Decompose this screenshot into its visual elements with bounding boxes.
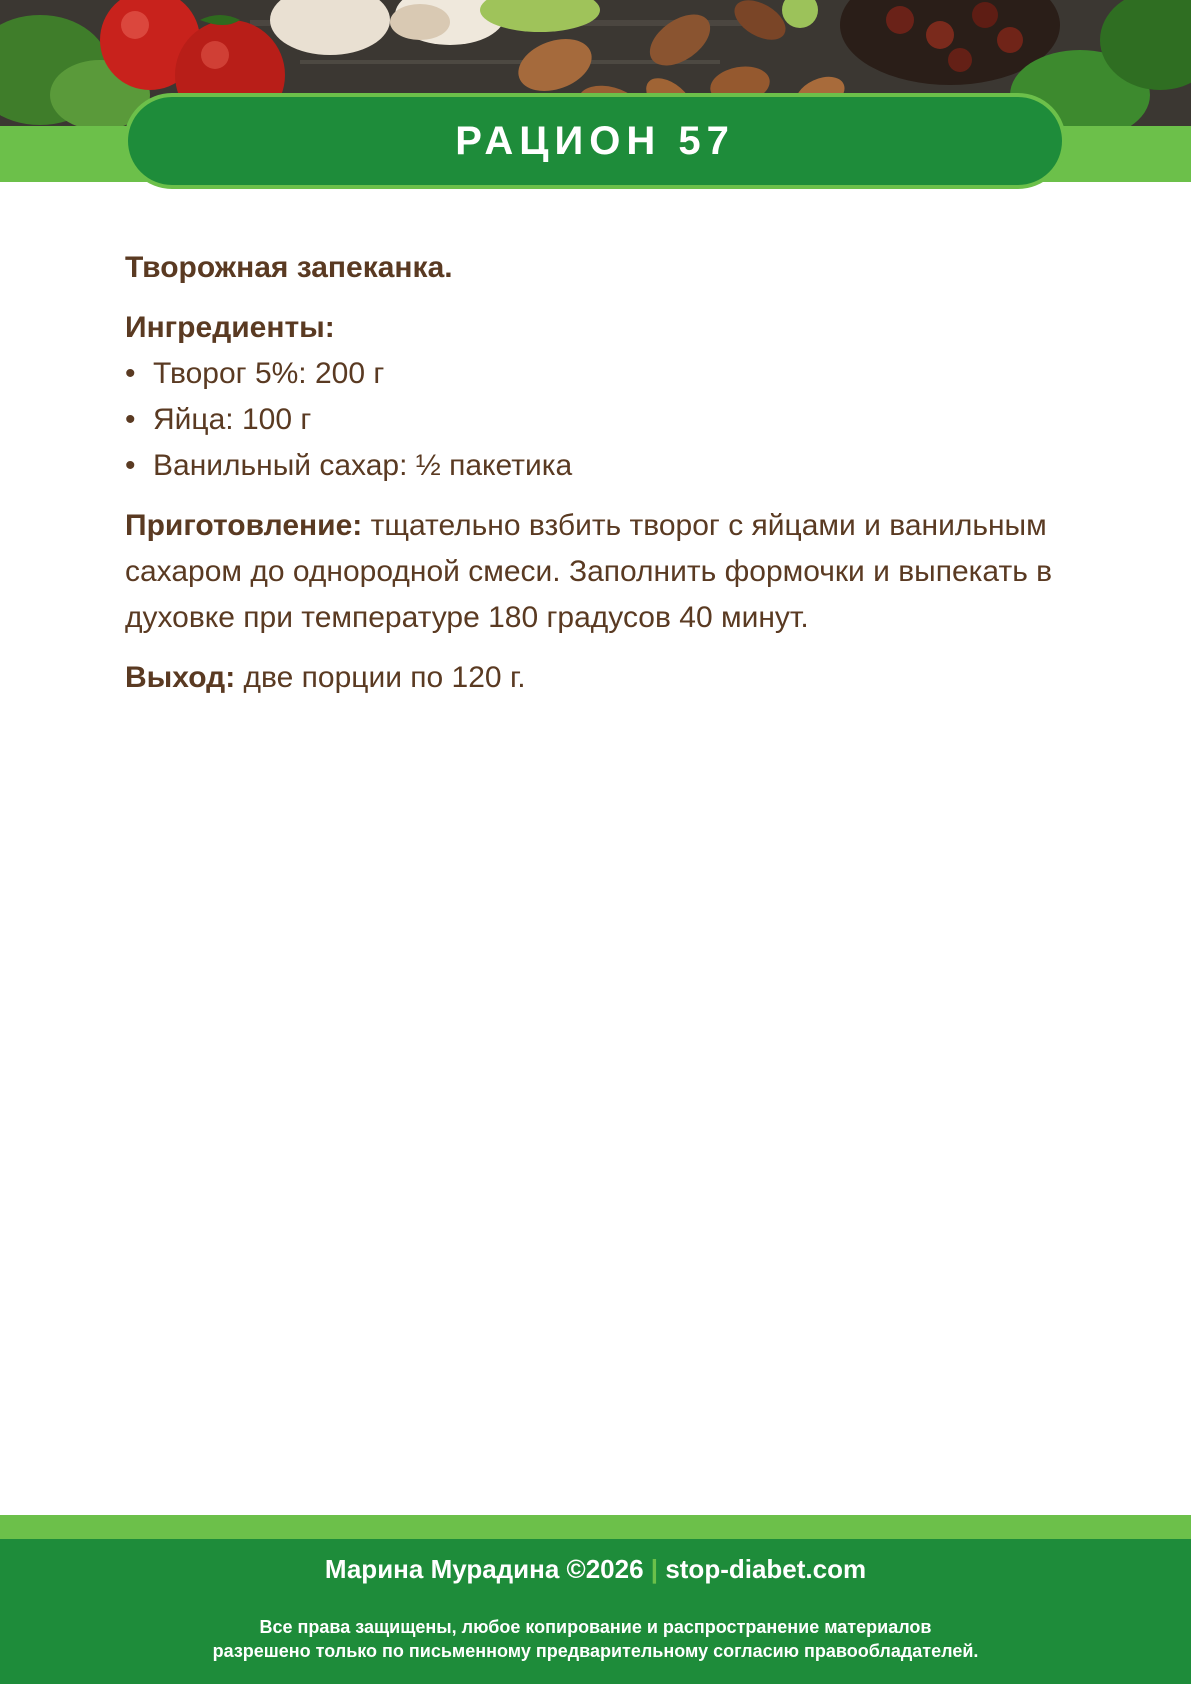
footer-legal [0, 1615, 1191, 1663]
preparation-label: Приготовление: [125, 509, 363, 542]
yield-paragraph [125, 655, 1075, 701]
list-item [125, 351, 1075, 397]
ingredient-text: Яйца: 100 г [153, 403, 312, 436]
page-title: РАЦИОН 57 [455, 118, 735, 163]
yield-label: Выход: [125, 661, 236, 694]
footer-credits [0, 1551, 1191, 1587]
ingredient-list [125, 351, 1075, 489]
footer-separator: | [650, 1554, 659, 1584]
dish-name: Творожная запеканка. [125, 251, 453, 284]
title-banner [124, 93, 1066, 189]
yield-text: две порции по 120 г. [235, 661, 526, 694]
footer [0, 1539, 1191, 1684]
list-item [125, 443, 1075, 489]
preparation-text: тщательно взбить творог с яйцами и ванильным сахаром до однородной смеси. Заполнить формочки и выпекать в духовке при температуре 180 градусов 40 минут. [125, 509, 1053, 634]
bullet-icon: • [125, 449, 136, 482]
recipe-content [125, 245, 1075, 701]
footer-accent-band [0, 1515, 1191, 1539]
footer-site-link[interactable]: stop-diabet.com [665, 1554, 867, 1584]
footer-author: Марина Мурадина ©2026 [324, 1554, 644, 1584]
legal-line-1: Все права защищены, любое копирование и распространение материалов [259, 1617, 932, 1637]
preparation-paragraph [125, 503, 1075, 641]
bullet-icon: • [125, 403, 136, 436]
ingredient-text: Творог 5%: 200 г [153, 357, 385, 390]
list-item [125, 397, 1075, 443]
ingredients-heading: Ингредиенты: [125, 311, 335, 344]
legal-line-2: разрешено только по письменному предварительному согласию правообладателей. [212, 1641, 979, 1661]
ingredient-text: Ванильный сахар: ½ пакетика [153, 449, 573, 482]
bullet-icon: • [125, 357, 136, 390]
